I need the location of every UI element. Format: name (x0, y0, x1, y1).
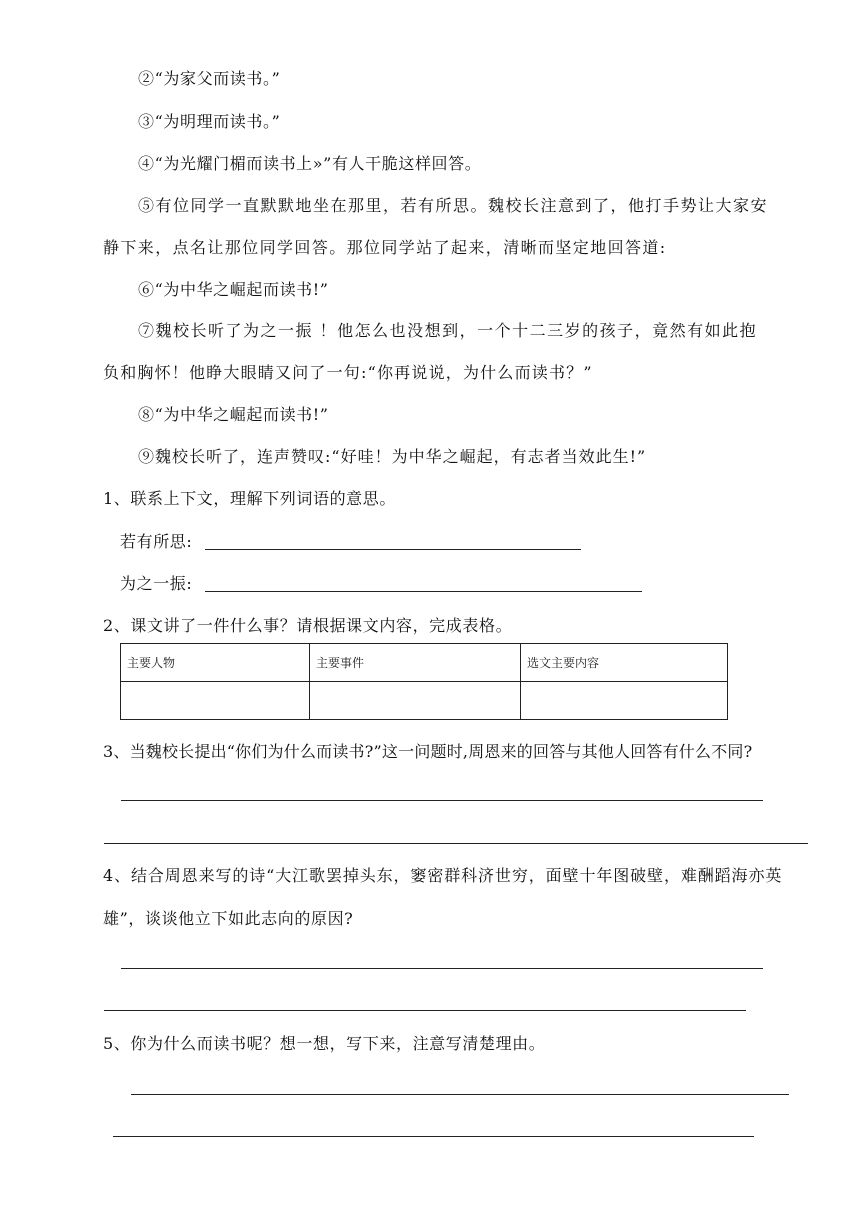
question-5-prompt: 5、你为什么而读书呢？想一想，写下来，注意写清楚理由。 (103, 1034, 546, 1053)
passage-paragraph-6: ⑥“为中华之崛起而读书!” (138, 280, 329, 299)
table-cell-summary[interactable] (521, 682, 728, 720)
question-1-prompt: 1、联系上下文，理解下列词语的意思。 (103, 489, 396, 508)
passage-paragraph-5-line-1: ⑤有位同学一直默默地坐在那里，若有所思。魏校长注意到了，他打手势让大家安 (138, 196, 769, 215)
question-4-answer-line-1[interactable] (121, 968, 763, 969)
question-1-answer-line-1[interactable] (205, 549, 581, 550)
question-1-term-1: 若有所思: (120, 532, 193, 551)
question-3-answer-line-2[interactable] (104, 843, 808, 844)
table-answer-row (121, 682, 728, 720)
question-4-answer-line-2[interactable] (104, 1010, 746, 1011)
table-cell-events[interactable] (310, 682, 521, 720)
passage-paragraph-9: ⑨魏校长听了，连声赞叹:“好哇！为中华之崛起，有志者当效此生!” (138, 447, 647, 466)
question-2-prompt: 2、课文讲了一件什么事？请根据课文内容，完成表格。 (103, 616, 513, 635)
passage-paragraph-5-line-2: 静下来，点名让那位同学回答。那位同学站了起来，清晰而坚定地回答道: (103, 238, 667, 257)
passage-paragraph-7-line-1: ⑦魏校长听了为之一振 ！他怎么也没想到，一个十二三岁的孩子，竟然有如此抱 (138, 321, 758, 340)
passage-paragraph-2: ②“为家父而读书。” (138, 69, 281, 88)
question-4-prompt-line-1: 4、结合周恩来写的诗“大江歌罢掉头东，窭密群科济世穷，面壁十年图破壁，难酬蹈海亦英 (103, 866, 783, 885)
question-1-term-2: 为之一振: (120, 574, 193, 593)
question-1-answer-line-2[interactable] (205, 591, 642, 592)
question-2-table (120, 643, 728, 720)
table-header-row (121, 644, 728, 682)
question-3-answer-line-1[interactable] (121, 800, 763, 801)
question-5-answer-line-1[interactable] (131, 1094, 789, 1095)
table-header-summary: 选文主要内容 (521, 644, 728, 682)
passage-paragraph-4: ④“为光耀门楣而读书上»”有人干脆这样回答。 (138, 154, 482, 173)
question-3-prompt: 3、当魏校长提出“你们为什么而读书?”这一问题时,周恩来的回答与其他人回答有什么不同? (103, 742, 753, 761)
table-header-events: 主要事件 (310, 644, 521, 682)
question-5-answer-line-2[interactable] (113, 1136, 754, 1137)
passage-paragraph-7-line-2: 负和胸怀！他睁大眼睛又问了一句:“你再说说，为什么而读书？” (103, 363, 593, 382)
passage-paragraph-8: ⑧“为中华之崛起而读书!” (138, 405, 329, 424)
passage-paragraph-3: ③“为明理而读书。” (138, 112, 281, 131)
table-cell-characters[interactable] (121, 682, 310, 720)
question-4-prompt-line-2: 雄”，谈谈他立下如此志向的原因? (103, 909, 354, 928)
table-header-characters: 主要人物 (121, 644, 310, 682)
